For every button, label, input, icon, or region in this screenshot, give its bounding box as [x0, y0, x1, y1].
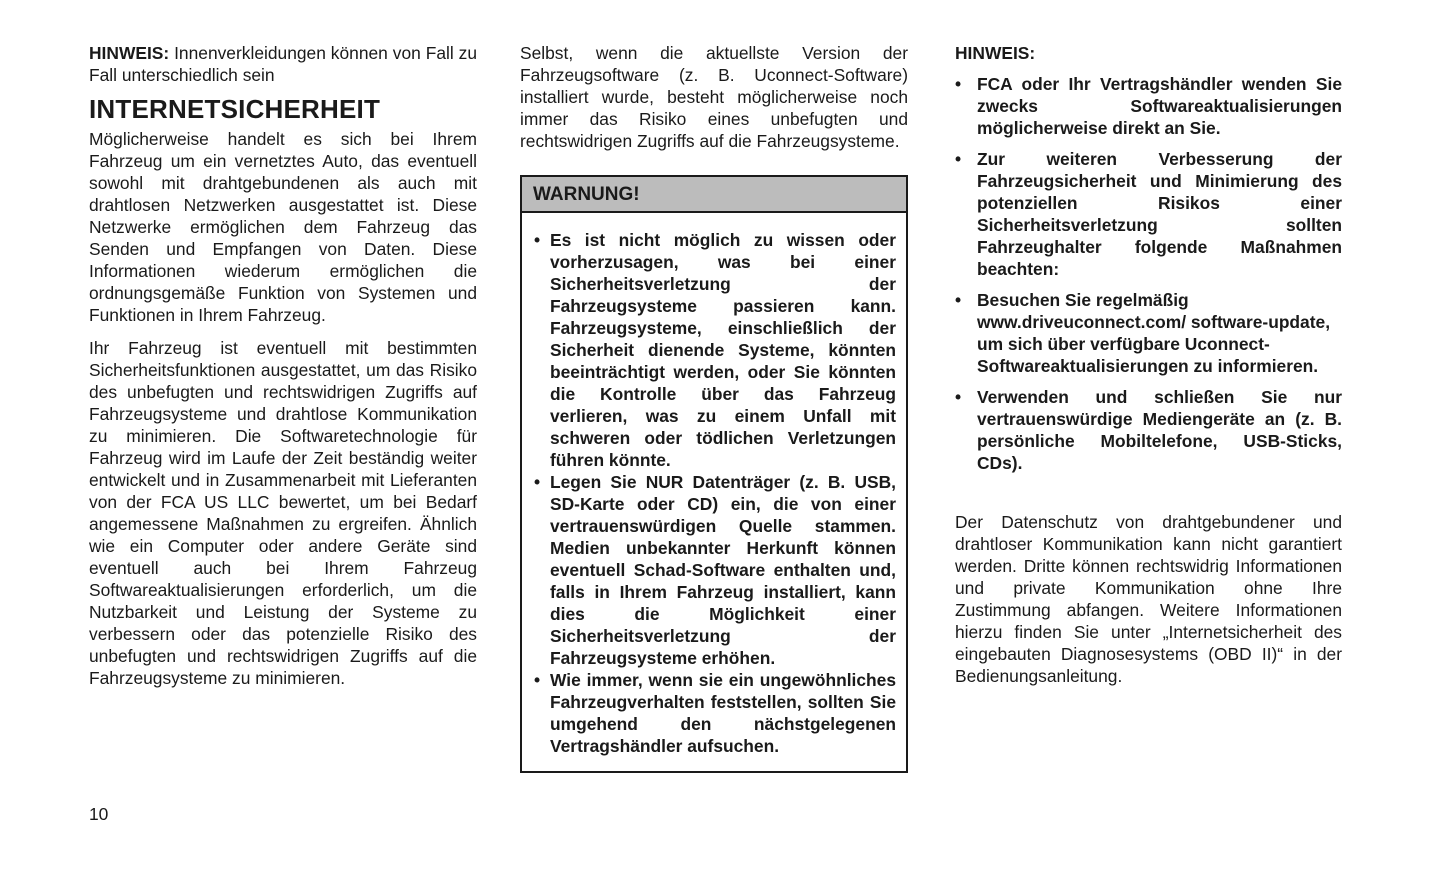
warning-box — [520, 175, 908, 773]
section-heading: INTERNETSICHERHEIT — [89, 94, 381, 124]
warning-body — [522, 213, 906, 771]
note-item: • Verwenden und schließen Sie nur vertrauenswürdige Mediengeräte an (z. B. persönliche Mobiltelefone, USB-Sticks, CDs). — [955, 386, 1342, 474]
security-paragraph: Ihr Fahrzeug ist eventuell mit bestimmten Sicherheitsfunktionen ausgestattet, um das Risiko des unbefugten und rechtswidrigen Zugriffs auf Fahrzeugsysteme und drahtlose Kommunikation zu minimieren. Die Softwaretechnologie für Fahrzeug wird im Laufe der Zeit beständig weiter entwickelt und in Zusammenarbeit mit Lieferanten von der FCA US LLC bewertet, um bei Bedarf angemessene Maßnahmen zu ergreifen. Ähnlich wie ein Computer oder andere Geräte sind eventuell auch bei Ihrem Fahrzeug Softwareaktualisierungen erforderlich, um die Nutzbarkeit und Leistung der Systeme zu verbessern oder das potenzielle Risiko des unbefugten und rechtswidrigen Zugriffs auf die Fahrzeugsysteme zu minimieren. — [89, 338, 477, 688]
column-left — [89, 42, 477, 689]
note-heading: HINWEIS: — [955, 43, 1036, 63]
note-label: HINWEIS: — [89, 43, 170, 63]
column-middle — [520, 42, 908, 773]
note-paragraph — [89, 42, 477, 86]
warning-item: • Wie immer, wenn sie ein ungewöhnliches Fahrzeugverhalten feststellen, sollten Sie umgehend den nächstgelegenen Vertragshändler aufsuchen. — [534, 669, 896, 757]
warning-list — [534, 229, 896, 757]
page-number: 10 — [89, 804, 109, 824]
warning-item: • Es ist nicht möglich zu wissen oder vorherzusagen, was bei einer Sicherheitsverletzung der Fahrzeugsysteme passieren kann. Fahrzeugsysteme, einschließlich der Sicherheit dienende Systeme, könnten beeinträchtigt werden, oder Sie könnten die Kontrolle über das Fahrzeug verlieren, was zu einem Unfall mit schweren oder tödlichen Verletzungen führen könnte. — [534, 229, 896, 471]
note-item: • FCA oder Ihr Vertragshändler wenden Sie zwecks Softwareaktualisierungen möglicherweise direkt an Sie. — [955, 73, 1342, 139]
note-list — [955, 73, 1342, 474]
warning-item: • Legen Sie NUR Datenträger (z. B. USB, SD-Karte oder CD) ein, die von einer vertrauenswürdigen Quelle stammen. Medien unbekannter Herkunft können eventuell Schad-Software enthalten und, falls in Ihrem Fahrzeug installiert, kann dies die Möglichkeit einer Sicherheitsverletzung der Fahrzeugsysteme erhöhen. — [534, 471, 896, 669]
column-right — [955, 42, 1342, 687]
warning-title: WARNUNG! — [522, 177, 906, 213]
software-paragraph: Selbst, wenn die aktuellste Version der Fahrzeugsoftware (z. B. Uconnect-Software) installiert wurde, besteht möglicherweise noch immer das Risiko eines unbefugten und rechtswidrigen Zugriffs auf die Fahrzeugsysteme. — [520, 43, 908, 151]
note-text: Innenverkleidungen können von Fall zu Fall unterschiedlich sein — [89, 43, 477, 85]
note-item: • Zur weiteren Verbesserung der Fahrzeugsicherheit und Minimierung des potenziellen Risikos einer Sicherheitsverletzung sollten Fahrzeughalter folgende Maßnahmen beachten: — [955, 148, 1342, 280]
note-item: • Besuchen Sie regelmäßig www.driveuconnect.com/ software-update, um sich über verfügbare Uconnect-Softwareaktualisierungen zu informieren. — [955, 289, 1342, 377]
intro-paragraph: Möglicherweise handelt es sich bei Ihrem Fahrzeug um ein vernetztes Auto, das eventuell sowohl mit drahtgebundenen als auch mit drahtlosen Netzwerken ausgestattet ist. Diese Netzwerke ermöglichen dem Fahrzeug das Senden und Empfangen von Daten. Diese Informationen wiederum ermöglichen die ordnungsgemäße Funktion von Systemen und Funktionen in Ihrem Fahrzeug. — [89, 129, 477, 325]
privacy-paragraph: Der Datenschutz von drahtgebundener und drahtloser Kommunikation kann nicht garantiert werden. Dritte können rechtswidrig Informationen und private Kommunikation ohne Ihre Zustimmung abfangen. Weitere Informationen hierzu finden Sie unter „Internetsicherheit des eingebauten Diagnosesystems (OBD II)“ in der Bedienungsanleitung. — [955, 512, 1342, 686]
